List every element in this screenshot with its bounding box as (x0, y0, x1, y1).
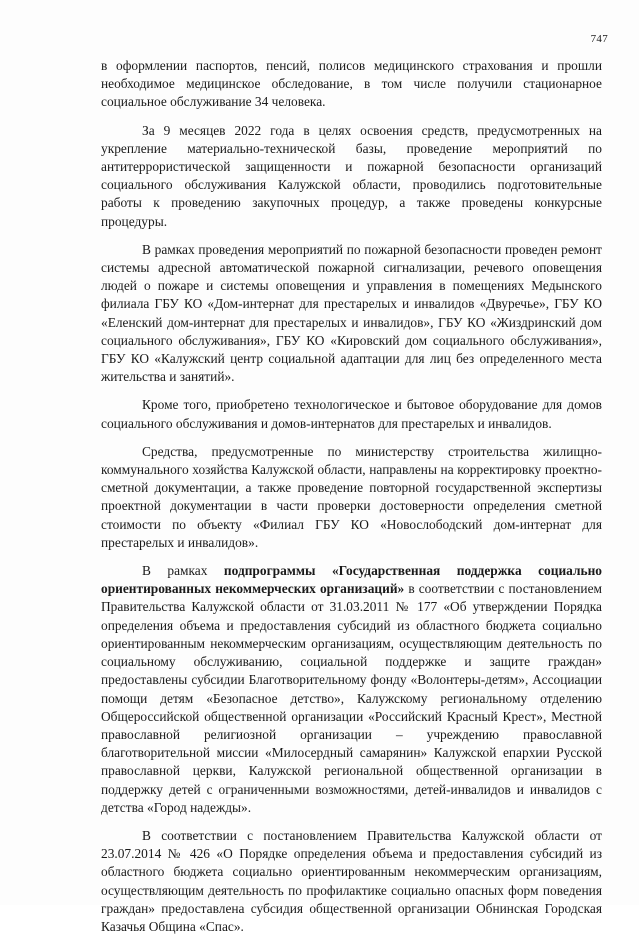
paragraph-6 (101, 562, 602, 817)
document-body (101, 57, 602, 946)
paragraph-7: В соответствии с постановлением Правительства Калужской области от 23.07.2014 № 426 «О Порядке определения объема и предоставления субсидий из областного бюджета социально ориентированным некоммерческим организациям, осуществляющим деятельность по профилактике социально опасных форм поведения граждан» предоставлена субсидия общественной организации Обнинская Городская Казачья Община «Спас». (101, 827, 602, 934)
paragraph-2: За 9 месяцев 2022 года в целях освоения средств, предусмотренных на укрепление материально-технической базы, проведение мероприятий по антитеррористической защищенности и пожарной безопасности организаций социального обслуживания Калужской области, проводились подготовительные работы к проведению закупочных процедур, а также проведены конкурсные процедуры. (101, 122, 602, 229)
paragraph-6-lead: В рамках (142, 563, 224, 579)
paragraph-4: Кроме того, приобретено технологическое и бытовое оборудование для домов социального обслуживания и домов-интернатов для престарелых и инвалидов. (101, 397, 602, 431)
paragraph-6-rest: в соответствии с постановлением Правительства Калужской области от 31.03.2011 № 177 «Об утверждении Порядка определения объема и предоставления субсидий из областного бюджета социально ориентированным некоммерческим организациям, осуществляющим деятельность по социальному обслуживанию, социальной поддержке и защите граждан» предоставлены субсидии Благотворительному фонду «Волонтеры-детям», Ассоциации помощи детям «Безопасное детство», Калужскому региональному отделению Общероссийской общественной организации «Российский Красный Крест», Местной православной религиозной организации – учреждению православной благотворительной миссии «Милосердный самарянин» Калужской епархии Русской православной церкви, Калужской региональной общественной организации в поддержку детей с ограниченными возможностями, детей-инвалидов и инвалидов с детства «Город надежды». (101, 581, 602, 815)
paragraph-1: в оформлении паспортов, пенсий, полисов медицинского страхования и прошли необходимое медицинское обследование, в том числе получили стационарное социальное обслуживание 34 человека. (101, 58, 602, 110)
page-number: 747 (590, 33, 608, 45)
subprogram-title: подпрограммы «Государственная поддержка социально ориентированных некоммерческих организаций» (101, 563, 602, 597)
paragraph-5: Средства, предусмотренные по министерству строительства жилищно-коммунального хозяйства Калужской области, направлены на корректировку проектно-сметной документации, а также проведение повторной государственной экспертизы проектной документации в части проверки достоверности определения сметной стоимости по объекту «Филиал ГБУ КО «Новослободский дом-интернат для престарелых и инвалидов». (101, 443, 602, 550)
paragraph-3: В рамках проведения мероприятий по пожарной безопасности проведен ремонт системы адресной автоматической пожарной сигнализации, речевого оповещения людей о пожаре и системы оповещения и управления в помещениях Медынского филиала ГБУ КО «Дом-интернат для престарелых и инвалидов «Двуречье», ГБУ КО «Еленский дом-интернат для престарелых и инвалидов», ГБУ КО «Жиздринский дом социального обслуживания», ГБУ КО «Кировский дом социального обслуживания», ГБУ КО «Калужский центр социальной адаптации для лиц без определенного места жительства и занятий». (101, 241, 602, 385)
